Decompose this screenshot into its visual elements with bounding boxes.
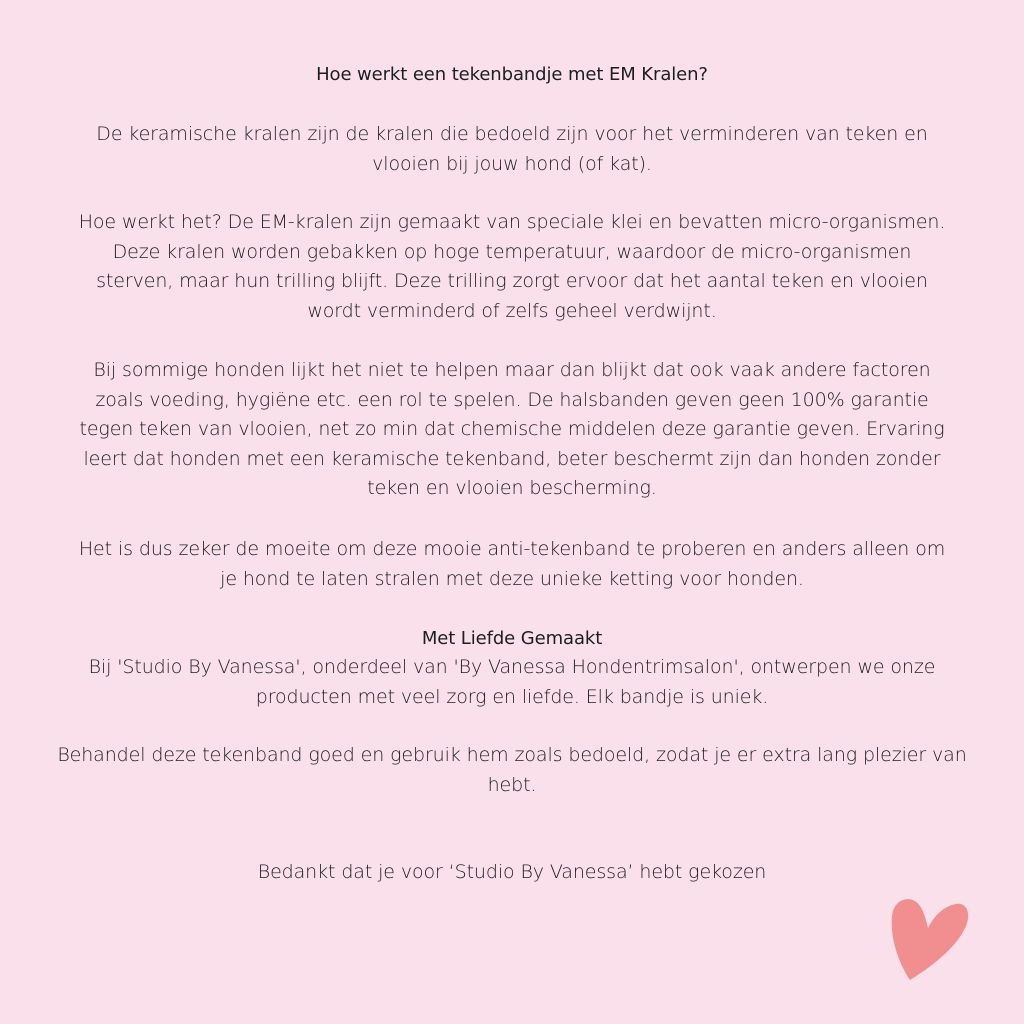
- intro-paragraph: De keramische kralen zijn de kralen die bedoeld zijn voor het verminderen van teken en vlooien bij jouw hond (of kat).: [96, 123, 928, 175]
- disclaimer-paragraph: Bij sommige honden lijkt het niet te helpen maar dan blijkt dat ook vaak andere factoren zoals voeding, hygiëne etc. een rol te spelen. De halsbanden geven geen 100% garantie tegen teken van vlooien, net zo min dat chemische middelen deze garantie geven. Ervaring leert dat honden met een keramische tekenband, beter beschermt zijn dan honden zonder teken en vlooien bescherming.: [79, 359, 945, 499]
- page-title: Hoe werkt een tekenbandje met EM Kralen?: [316, 64, 708, 85]
- made-with-love-heading: Met Liefde Gemaakt: [421, 628, 603, 649]
- care-paragraph: Behandel deze tekenband goed en gebruik hem zoals bedoeld, zodat je er extra lang plezier van hebt.: [57, 744, 967, 796]
- how-it-works-paragraph: Hoe werkt het? De EM-kralen zijn gemaakt van speciale klei en bevatten micro-organismen. Deze kralen worden gebakken op hoge temperatuur, waardoor de micro-organismen sterven, maar hun trilling blijft. Deze trilling zorgt ervoor dat het aantal teken en vlooien wordt verminderd of zelfs geheel verdwijnt.: [78, 211, 946, 322]
- try-it-paragraph: Het is dus zeker de moeite om deze mooie anti-tekenband te proberen en anders alleen om je hond te laten stralen met deze unieke ketting voor honden.: [78, 538, 946, 590]
- heart-icon: [888, 892, 970, 982]
- heart-shape: [892, 899, 968, 980]
- thanks-line: Bedankt dat je voor ‘Studio By Vanessa’ hebt gekozen: [257, 861, 767, 883]
- made-with-love-paragraph: Bij 'Studio By Vanessa', onderdeel van 'By Vanessa Hondentrimsalon', ontwerpen we onze producten met veel zorg en liefde. Elk bandje is uniek.: [88, 656, 936, 708]
